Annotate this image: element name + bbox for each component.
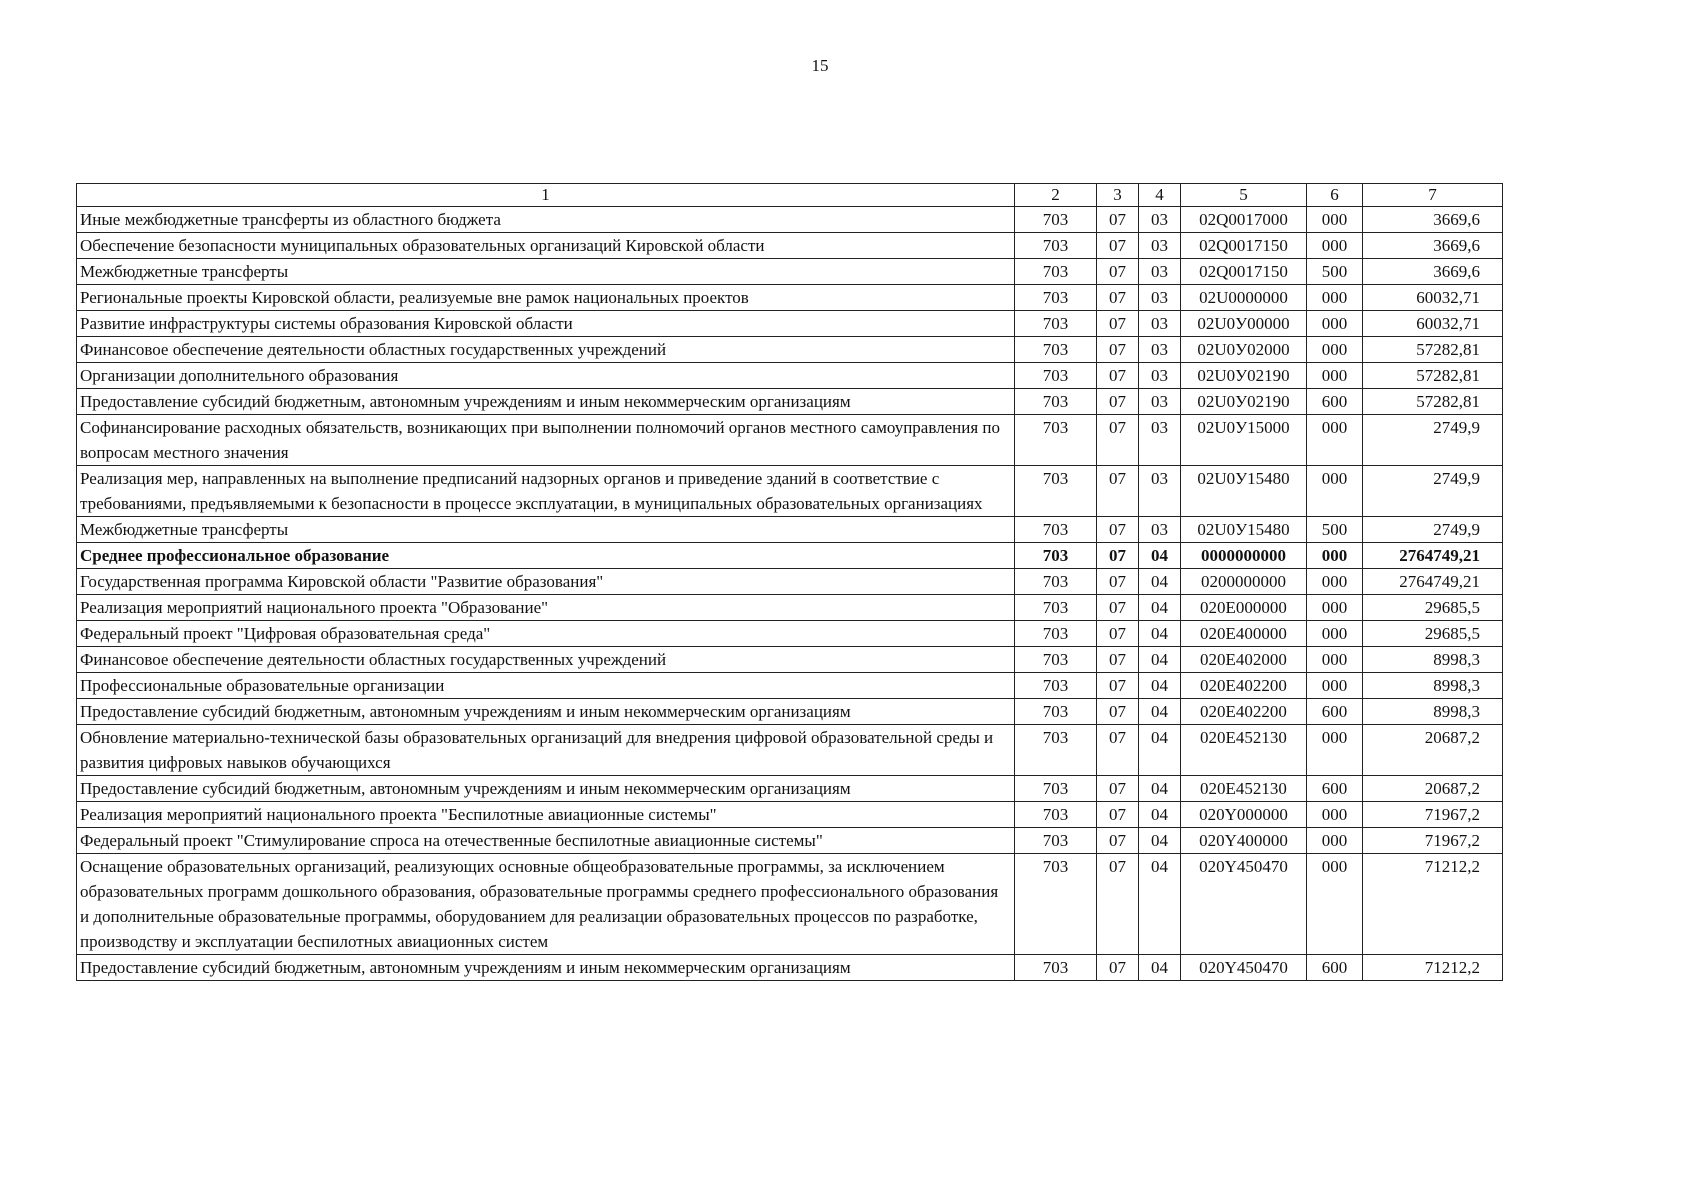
row-expense-type-cell: 000 — [1307, 854, 1363, 955]
row-amount-cell: 60032,71 — [1363, 311, 1503, 337]
row-name-cell: Профессиональные образовательные организации — [77, 673, 1015, 699]
row-subsection-cell: 03 — [1139, 311, 1181, 337]
row-amount-cell: 2749,9 — [1363, 415, 1503, 466]
column-header: 4 — [1139, 184, 1181, 207]
row-section-cell: 07 — [1097, 955, 1139, 981]
row-name-cell: Финансовое обеспечение деятельности областных государственных учреждений — [77, 647, 1015, 673]
row-code-cell: 703 — [1015, 337, 1097, 363]
row-code-cell: 703 — [1015, 363, 1097, 389]
row-expense-type-cell: 000 — [1307, 828, 1363, 854]
table-row — [77, 955, 1503, 981]
row-name-cell: Среднее профессиональное образование — [77, 543, 1015, 569]
row-code-cell: 703 — [1015, 569, 1097, 595]
row-code-cell: 703 — [1015, 699, 1097, 725]
table-body — [77, 207, 1503, 981]
row-name-cell: Софинансирование расходных обязательств, возникающих при выполнении полномочий органов местного самоуправления по вопросам местного значения — [77, 415, 1015, 466]
row-code-cell: 703 — [1015, 955, 1097, 981]
page-number: 15 — [811, 56, 829, 75]
row-section-cell: 07 — [1097, 233, 1139, 259]
row-amount-cell: 29685,5 — [1363, 595, 1503, 621]
row-target-article-cell: 020E400000 — [1181, 621, 1307, 647]
row-target-article-cell: 020E402200 — [1181, 699, 1307, 725]
table-row — [77, 854, 1503, 955]
row-target-article-cell: 020E402200 — [1181, 673, 1307, 699]
table-row — [77, 233, 1503, 259]
row-code-cell: 703 — [1015, 389, 1097, 415]
row-amount-cell: 2749,9 — [1363, 466, 1503, 517]
row-target-article-cell: 020E452130 — [1181, 725, 1307, 776]
row-amount-cell: 57282,81 — [1363, 389, 1503, 415]
row-target-article-cell: 020Y450470 — [1181, 955, 1307, 981]
row-subsection-cell: 04 — [1139, 828, 1181, 854]
table-row — [77, 415, 1503, 466]
row-name-cell: Предоставление субсидий бюджетным, автономным учреждениям и иным некоммерческим организациям — [77, 699, 1015, 725]
row-expense-type-cell: 000 — [1307, 595, 1363, 621]
row-amount-cell: 57282,81 — [1363, 337, 1503, 363]
row-code-cell: 703 — [1015, 259, 1097, 285]
row-subsection-cell: 03 — [1139, 363, 1181, 389]
table-row — [77, 621, 1503, 647]
row-subsection-cell: 03 — [1139, 285, 1181, 311]
table-row — [77, 569, 1503, 595]
row-amount-cell: 71967,2 — [1363, 828, 1503, 854]
row-section-cell: 07 — [1097, 828, 1139, 854]
row-amount-cell: 20687,2 — [1363, 725, 1503, 776]
row-subsection-cell: 03 — [1139, 207, 1181, 233]
row-section-cell: 07 — [1097, 259, 1139, 285]
row-amount-cell: 3669,6 — [1363, 259, 1503, 285]
row-name-cell: Обеспечение безопасности муниципальных образовательных организаций Кировской области — [77, 233, 1015, 259]
row-expense-type-cell: 000 — [1307, 337, 1363, 363]
table-row — [77, 363, 1503, 389]
column-header: 3 — [1097, 184, 1139, 207]
row-target-article-cell: 02U0У15480 — [1181, 517, 1307, 543]
row-target-article-cell: 0200000000 — [1181, 569, 1307, 595]
row-name-cell: Обновление материально-технической базы образовательных организаций для внедрения цифровой образовательной среды и развития цифровых навыков обучающихся — [77, 725, 1015, 776]
row-subsection-cell: 03 — [1139, 233, 1181, 259]
row-expense-type-cell: 000 — [1307, 311, 1363, 337]
row-name-cell: Предоставление субсидий бюджетным, автономным учреждениям и иным некоммерческим организациям — [77, 955, 1015, 981]
row-amount-cell: 71212,2 — [1363, 955, 1503, 981]
row-code-cell: 703 — [1015, 802, 1097, 828]
row-expense-type-cell: 600 — [1307, 776, 1363, 802]
row-subsection-cell: 03 — [1139, 415, 1181, 466]
row-expense-type-cell: 000 — [1307, 802, 1363, 828]
row-expense-type-cell: 000 — [1307, 569, 1363, 595]
row-target-article-cell: 02U0У02190 — [1181, 363, 1307, 389]
table-row — [77, 517, 1503, 543]
row-amount-cell: 29685,5 — [1363, 621, 1503, 647]
row-target-article-cell: 020E000000 — [1181, 595, 1307, 621]
row-subsection-cell: 03 — [1139, 337, 1181, 363]
row-code-cell: 703 — [1015, 543, 1097, 569]
row-name-cell: Государственная программа Кировской области "Развитие образования" — [77, 569, 1015, 595]
row-name-cell: Развитие инфраструктуры системы образования Кировской области — [77, 311, 1015, 337]
row-subsection-cell: 04 — [1139, 543, 1181, 569]
row-target-article-cell: 02Q0017000 — [1181, 207, 1307, 233]
table-row — [77, 389, 1503, 415]
row-code-cell: 703 — [1015, 233, 1097, 259]
row-target-article-cell: 02Q0017150 — [1181, 259, 1307, 285]
row-name-cell: Межбюджетные трансферты — [77, 517, 1015, 543]
column-header: 7 — [1363, 184, 1503, 207]
row-name-cell: Региональные проекты Кировской области, реализуемые вне рамок национальных проектов — [77, 285, 1015, 311]
row-subsection-cell: 04 — [1139, 595, 1181, 621]
row-section-cell: 07 — [1097, 415, 1139, 466]
table-row — [77, 776, 1503, 802]
row-subsection-cell: 03 — [1139, 259, 1181, 285]
row-expense-type-cell: 600 — [1307, 955, 1363, 981]
row-section-cell: 07 — [1097, 595, 1139, 621]
column-header: 2 — [1015, 184, 1097, 207]
row-section-cell: 07 — [1097, 802, 1139, 828]
row-section-cell: 07 — [1097, 389, 1139, 415]
row-target-article-cell: 020Y400000 — [1181, 828, 1307, 854]
row-target-article-cell: 020E402000 — [1181, 647, 1307, 673]
row-subsection-cell: 04 — [1139, 621, 1181, 647]
row-amount-cell: 60032,71 — [1363, 285, 1503, 311]
row-code-cell: 703 — [1015, 311, 1097, 337]
row-section-cell: 07 — [1097, 311, 1139, 337]
table-row — [77, 802, 1503, 828]
row-subsection-cell: 03 — [1139, 517, 1181, 543]
row-name-cell: Федеральный проект "Цифровая образовательная среда" — [77, 621, 1015, 647]
column-header: 6 — [1307, 184, 1363, 207]
row-amount-cell: 71212,2 — [1363, 854, 1503, 955]
row-section-cell: 07 — [1097, 285, 1139, 311]
row-code-cell: 703 — [1015, 621, 1097, 647]
table-row — [77, 337, 1503, 363]
table-row — [77, 259, 1503, 285]
row-expense-type-cell: 000 — [1307, 725, 1363, 776]
row-name-cell: Федеральный проект "Стимулирование спроса на отечественные беспилотные авиационные системы" — [77, 828, 1015, 854]
row-code-cell: 703 — [1015, 828, 1097, 854]
row-subsection-cell: 03 — [1139, 466, 1181, 517]
row-amount-cell: 2764749,21 — [1363, 543, 1503, 569]
table-row — [77, 699, 1503, 725]
header-row — [77, 184, 1503, 207]
row-expense-type-cell: 000 — [1307, 415, 1363, 466]
row-expense-type-cell: 500 — [1307, 259, 1363, 285]
row-name-cell: Предоставление субсидий бюджетным, автономным учреждениям и иным некоммерческим организациям — [77, 389, 1015, 415]
row-section-cell: 07 — [1097, 569, 1139, 595]
column-header: 1 — [77, 184, 1015, 207]
row-code-cell: 703 — [1015, 415, 1097, 466]
row-name-cell: Организации дополнительного образования — [77, 363, 1015, 389]
row-section-cell: 07 — [1097, 647, 1139, 673]
row-target-article-cell: 02U0У15480 — [1181, 466, 1307, 517]
row-expense-type-cell: 600 — [1307, 699, 1363, 725]
table-row — [77, 543, 1503, 569]
row-expense-type-cell: 000 — [1307, 647, 1363, 673]
row-target-article-cell: 02U0У02190 — [1181, 389, 1307, 415]
row-subsection-cell: 04 — [1139, 955, 1181, 981]
row-section-cell: 07 — [1097, 699, 1139, 725]
budget-table — [76, 183, 1503, 981]
row-name-cell: Иные межбюджетные трансферты из областного бюджета — [77, 207, 1015, 233]
row-subsection-cell: 04 — [1139, 647, 1181, 673]
table-row — [77, 311, 1503, 337]
column-header: 5 — [1181, 184, 1307, 207]
row-target-article-cell: 020E452130 — [1181, 776, 1307, 802]
row-subsection-cell: 04 — [1139, 854, 1181, 955]
row-amount-cell: 2749,9 — [1363, 517, 1503, 543]
row-code-cell: 703 — [1015, 595, 1097, 621]
row-amount-cell: 2764749,21 — [1363, 569, 1503, 595]
row-section-cell: 07 — [1097, 543, 1139, 569]
row-section-cell: 07 — [1097, 854, 1139, 955]
row-name-cell: Межбюджетные трансферты — [77, 259, 1015, 285]
row-amount-cell: 71967,2 — [1363, 802, 1503, 828]
table-row — [77, 725, 1503, 776]
row-target-article-cell: 0000000000 — [1181, 543, 1307, 569]
table-row — [77, 285, 1503, 311]
row-name-cell: Предоставление субсидий бюджетным, автономным учреждениям и иным некоммерческим организациям — [77, 776, 1015, 802]
row-expense-type-cell: 000 — [1307, 621, 1363, 647]
row-expense-type-cell: 000 — [1307, 285, 1363, 311]
row-subsection-cell: 04 — [1139, 673, 1181, 699]
table-row — [77, 207, 1503, 233]
row-code-cell: 703 — [1015, 725, 1097, 776]
row-expense-type-cell: 000 — [1307, 673, 1363, 699]
row-target-article-cell: 02U0У00000 — [1181, 311, 1307, 337]
row-subsection-cell: 04 — [1139, 725, 1181, 776]
row-target-article-cell: 02U0У02000 — [1181, 337, 1307, 363]
row-expense-type-cell: 000 — [1307, 207, 1363, 233]
row-target-article-cell: 020Y450470 — [1181, 854, 1307, 955]
row-subsection-cell: 04 — [1139, 802, 1181, 828]
row-target-article-cell: 02Q0017150 — [1181, 233, 1307, 259]
row-subsection-cell: 04 — [1139, 776, 1181, 802]
row-section-cell: 07 — [1097, 207, 1139, 233]
row-code-cell: 703 — [1015, 854, 1097, 955]
row-code-cell: 703 — [1015, 517, 1097, 543]
row-name-cell: Реализация мероприятий национального проекта "Беспилотные авиационные системы" — [77, 802, 1015, 828]
row-subsection-cell: 04 — [1139, 699, 1181, 725]
row-section-cell: 07 — [1097, 363, 1139, 389]
table-row — [77, 828, 1503, 854]
row-section-cell: 07 — [1097, 673, 1139, 699]
row-section-cell: 07 — [1097, 517, 1139, 543]
row-code-cell: 703 — [1015, 647, 1097, 673]
row-expense-type-cell: 000 — [1307, 543, 1363, 569]
table-row — [77, 466, 1503, 517]
row-name-cell: Реализация мер, направленных на выполнение предписаний надзорных органов и приведение зданий в соответствие с требованиями, предъявляемыми к безопасности в процессе эксплуатации, в муниципальных образовательных организациях — [77, 466, 1015, 517]
row-section-cell: 07 — [1097, 621, 1139, 647]
row-code-cell: 703 — [1015, 776, 1097, 802]
row-subsection-cell: 04 — [1139, 569, 1181, 595]
row-code-cell: 703 — [1015, 466, 1097, 517]
row-name-cell: Финансовое обеспечение деятельности областных государственных учреждений — [77, 337, 1015, 363]
table-row — [77, 647, 1503, 673]
row-expense-type-cell: 500 — [1307, 517, 1363, 543]
row-section-cell: 07 — [1097, 776, 1139, 802]
table-row — [77, 595, 1503, 621]
row-amount-cell: 20687,2 — [1363, 776, 1503, 802]
row-amount-cell: 8998,3 — [1363, 647, 1503, 673]
row-code-cell: 703 — [1015, 673, 1097, 699]
row-code-cell: 703 — [1015, 207, 1097, 233]
row-target-article-cell: 02U0У15000 — [1181, 415, 1307, 466]
row-expense-type-cell: 000 — [1307, 363, 1363, 389]
row-amount-cell: 3669,6 — [1363, 233, 1503, 259]
table-row — [77, 673, 1503, 699]
row-amount-cell: 3669,6 — [1363, 207, 1503, 233]
row-code-cell: 703 — [1015, 285, 1097, 311]
row-section-cell: 07 — [1097, 725, 1139, 776]
row-amount-cell: 57282,81 — [1363, 363, 1503, 389]
row-section-cell: 07 — [1097, 466, 1139, 517]
row-expense-type-cell: 600 — [1307, 389, 1363, 415]
row-expense-type-cell: 000 — [1307, 233, 1363, 259]
row-expense-type-cell: 000 — [1307, 466, 1363, 517]
row-target-article-cell: 02U0000000 — [1181, 285, 1307, 311]
row-amount-cell: 8998,3 — [1363, 673, 1503, 699]
row-subsection-cell: 03 — [1139, 389, 1181, 415]
row-name-cell: Оснащение образовательных организаций, реализующих основные общеобразовательные программы, за исключением образовательных программ дошкольного образования, образовательные программы среднего профессионального образования и дополнительные образовательные программы, оборудованием для реализации образовательных процессов по разработке, производству и эксплуатации беспилотных авиационных систем — [77, 854, 1015, 955]
row-target-article-cell: 020Y000000 — [1181, 802, 1307, 828]
row-section-cell: 07 — [1097, 337, 1139, 363]
row-amount-cell: 8998,3 — [1363, 699, 1503, 725]
row-name-cell: Реализация мероприятий национального проекта "Образование" — [77, 595, 1015, 621]
